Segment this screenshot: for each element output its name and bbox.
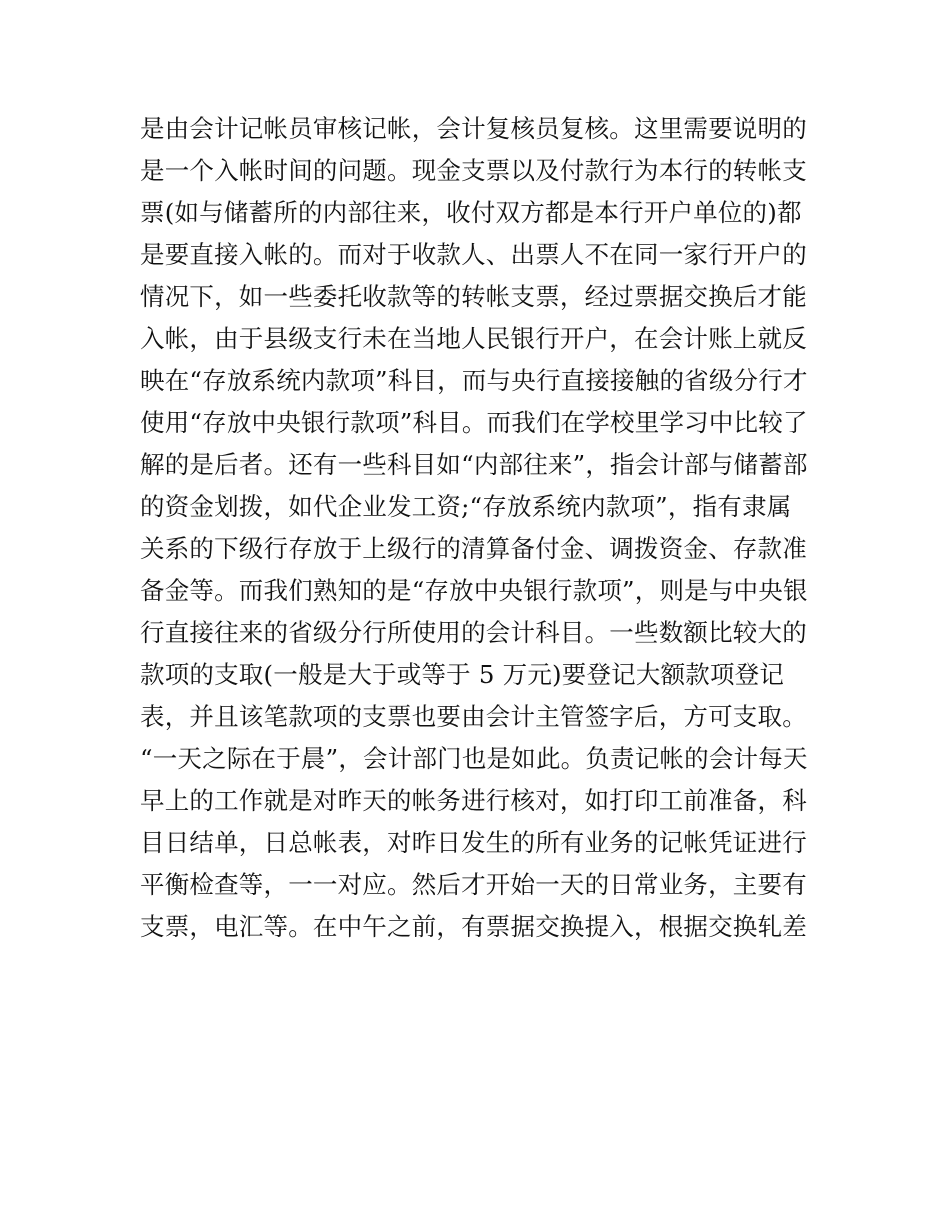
text-line: 映在“存放系统内款项”科目，而与央行直接接触的省级分行才 <box>140 366 808 395</box>
text-line: 票(如与储蓄所的内部往来，收付双方都是本行开户单位的)都 <box>140 198 802 227</box>
text-line: 关系的下级行存放于上级行的清算备付金、调拨资金、存款准 <box>140 534 807 563</box>
text-line: 表，并且该笔款项的支票也要由会计主管签字后，方可支取。 <box>140 702 807 731</box>
text-line: 备金等。而我们熟知的是“存放中央银行款项”，则是与中央银 <box>140 576 808 605</box>
text-line: 目日结单，日总帐表，对昨日发生的所有业务的记帐凭证进行 <box>140 828 807 857</box>
text-line: 平衡检查等，一一对应。然后才开始一天的日常业务，主要有 <box>140 870 807 899</box>
text-line: 的资金划拨，如代企业发工资;“存放系统内款项”，指有隶属 <box>140 492 792 521</box>
text-line: “一天之际在于晨”，会计部门也是如此。负责记帐的会计每天 <box>140 744 808 773</box>
text-line: 款项的支取(一般是大于或等于 5 万元)要登记大额款项登记 <box>140 660 785 689</box>
text-line: 是由会计记帐员审核记帐，会计复核员复核。这里需要说明的 <box>140 114 807 143</box>
body-text <box>140 108 830 948</box>
text-line: 入帐，由于县级支行未在当地人民银行开户，在会计账上就反 <box>140 324 807 353</box>
text-line: 解的是后者。还有一些科目如“内部往来”，指会计部与储蓄部 <box>140 450 808 479</box>
text-line: 早上的工作就是对昨天的帐务进行核对，如打印工前准备，科 <box>140 786 807 815</box>
text-line: 是要直接入帐的。而对于收款人、出票人不在同一家行开户的 <box>140 240 807 269</box>
text-line: 情况下，如一些委托收款等的转帐支票，经过票据交换后才能 <box>140 282 807 311</box>
text-line: 是一个入帐时间的问题。现金支票以及付款行为本行的转帐支 <box>140 156 807 185</box>
text-line: 支票，电汇等。在中午之前，有票据交换提入，根据交换轧差 <box>140 912 807 941</box>
text-line: 使用“存放中央银行款项”科目。而我们在学校里学习中比较了 <box>140 408 808 437</box>
text-line: 行直接往来的省级分行所使用的会计科目。一些数额比较大的 <box>140 618 807 647</box>
